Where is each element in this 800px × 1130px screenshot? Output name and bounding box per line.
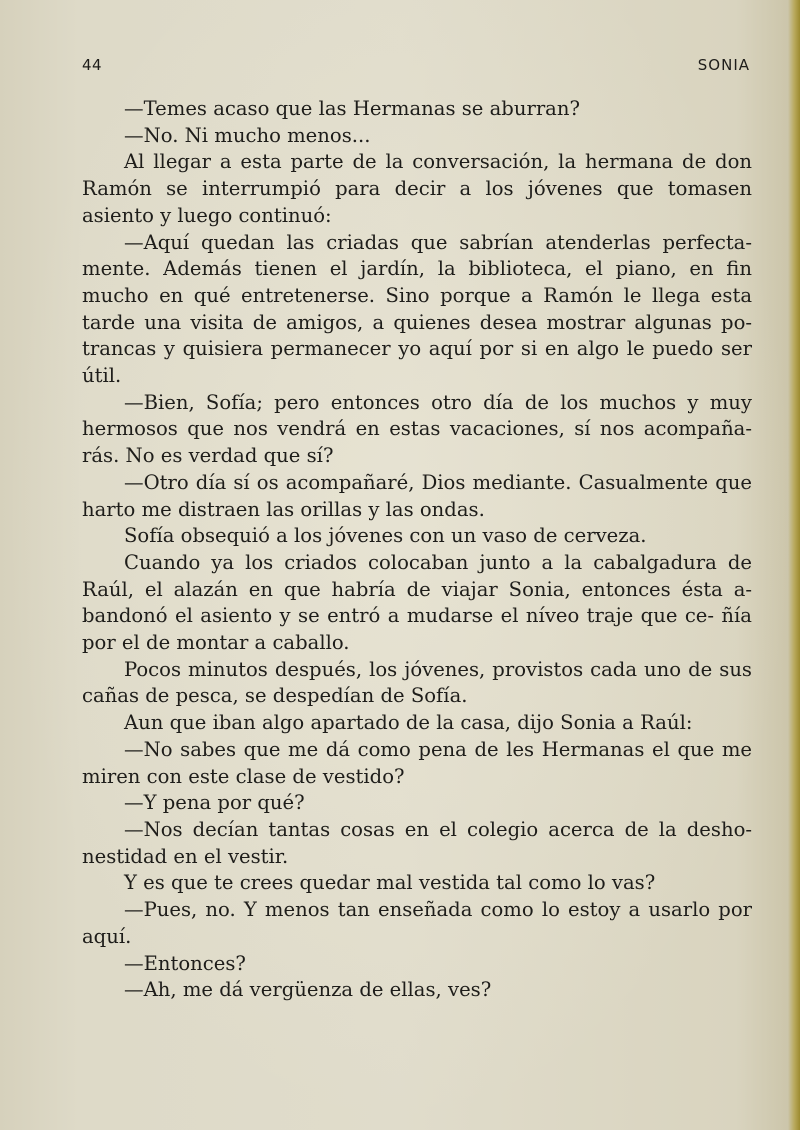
page-number: 44 (82, 56, 103, 74)
page-edge-shadow (788, 0, 800, 1130)
body-text (82, 96, 752, 1004)
paragraph: —No sabes que me dá como pena de les Hermanas el que me miren con este clase de vestido? (82, 737, 752, 788)
paragraph: —Y pena por qué? (124, 791, 305, 815)
paragraph: —Bien, Sofía; pero entonces otro día de los muchos y muy hermosos que nos vendrá en estas vacaciones, sí nos acompaña- rás. No es verdad que sí? (82, 390, 752, 468)
paragraph: —Aquí quedan las criadas que sabrían atenderlas perfecta- mente. Además tienen el jardín, la biblioteca, el piano, en fin mucho en qué entretenerse. Sino porque a Ramón le llega esta tarde una visita de amigos, a quienes desea mostrar algunas po- trancas y quisiera permanecer yo aquí por si en algo le puedo ser útil. (82, 230, 752, 388)
paragraph: —Pues, no. Y menos tan enseñada como lo estoy a usarlo por aquí. (82, 898, 752, 948)
paragraph: —Temes acaso que las Hermanas se aburran? (124, 97, 580, 120)
paragraph: —Otro día sí os acompañaré, Dios mediante. Casualmente que harto me distraen las orillas y las ondas. (82, 470, 752, 521)
running-head: SONIA (697, 56, 750, 74)
paragraph: Pocos minutos después, los jóvenes, provistos cada uno de sus cañas de pesca, se despedían de Sofía. (82, 657, 752, 708)
paragraph: —Nos decían tantas cosas en el colegio acerca de la desho- nestidad en el vestir. (82, 817, 752, 868)
paragraph: —Ah, me dá vergüenza de ellas, ves? (124, 978, 492, 1002)
paragraph: Y es que te crees quedar mal vestida tal como lo vas? (124, 871, 656, 895)
paragraph: Al llegar a esta parte de la conversación, la hermana de don Ramón se interrumpió para decir a los jóvenes que tomasen asiento y luego continuó: (82, 150, 752, 227)
paragraph: Aun que iban algo apartado de la casa, dijo Sonia a Raúl: (124, 711, 693, 735)
page-header (82, 56, 750, 78)
paragraph: —Entonces? (124, 951, 246, 975)
paragraph: Cuando ya los criados colocaban junto a la cabalgadura de Raúl, el alazán en que habría de viajar Sonia, entonces ésta a- bandonó el asiento y se entró a mudarse el níveo traje que ce- ñía por el de montar a caballo. (82, 550, 752, 655)
paragraph: Sofía obsequió a los jóvenes con un vaso de cerveza. (124, 524, 647, 548)
paragraph: —No. Ni mucho menos... (124, 123, 371, 147)
